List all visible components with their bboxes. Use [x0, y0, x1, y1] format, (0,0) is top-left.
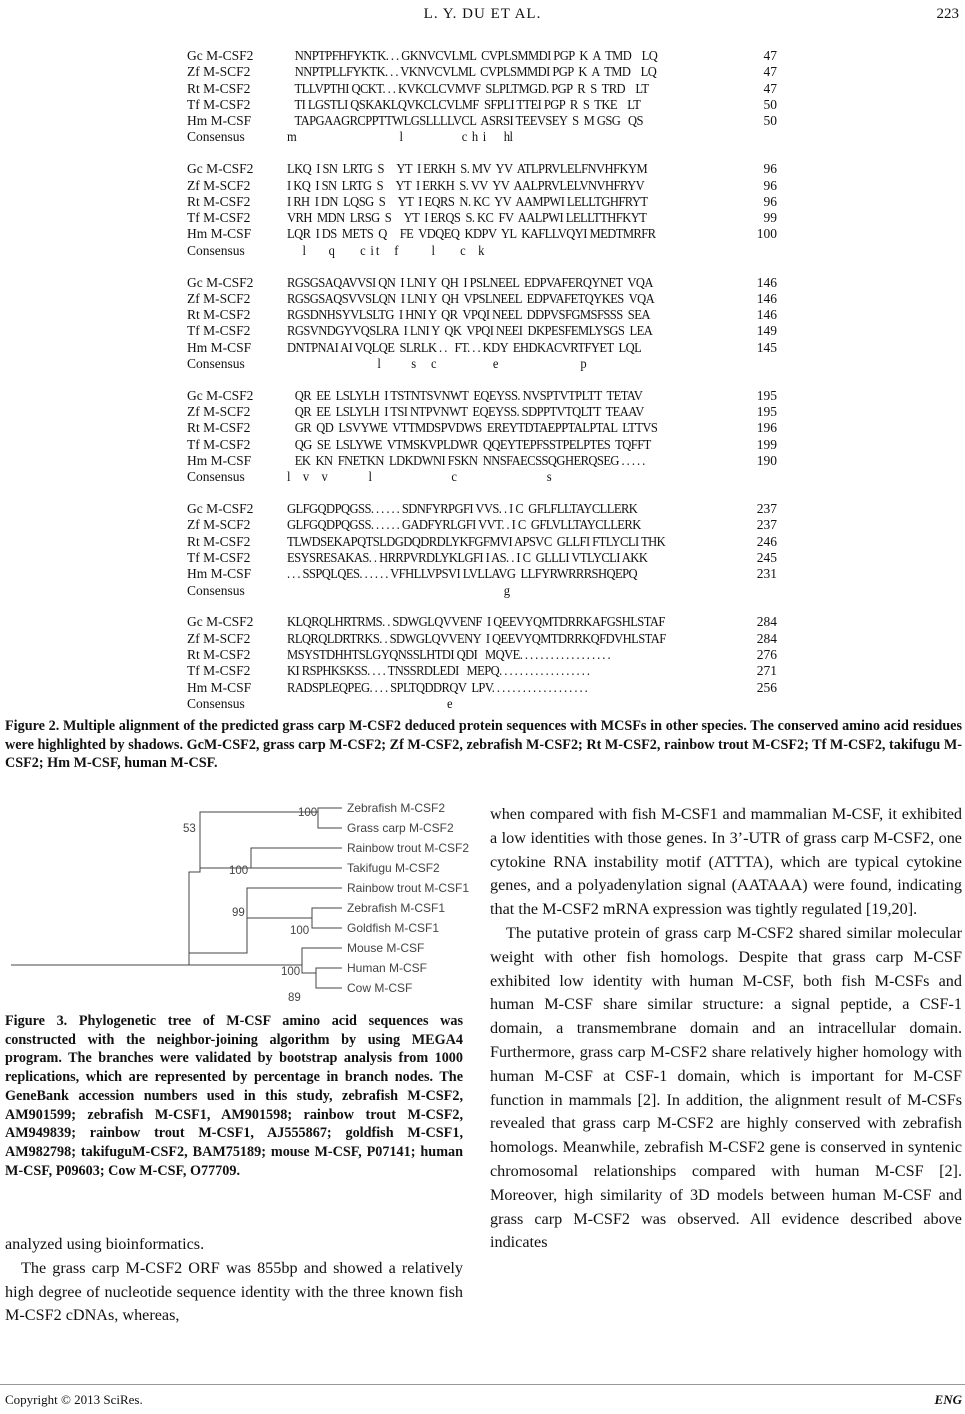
alignment-row [187, 356, 787, 372]
bootstrap-label: 99 [232, 907, 245, 919]
paragraph: when compared with fish M-CSF1 and mammalian M-CSF, it exhibited a low identities with those genes. In 3’-UTR of grass carp M-CSF2, one cytokine RNA instability motif (ATTTA), which are typical cytokine genes, and a polyadenylation signal (AATAAA) were found, indicating that the M-CSF2 mRNA expression was tightly regulated [19,20]. [490, 805, 962, 919]
copyright: Copyright © 2013 SciRes. [5, 1392, 143, 1407]
species-name: Zf M-SCF2 [187, 404, 251, 420]
species-name: Consensus [187, 242, 245, 258]
residue-count [747, 243, 777, 259]
alignment-row [187, 388, 787, 404]
sequence: KLQRQLHRTRMS. . SDWGLQVVENF I QEEVYQMTDRRKAFGSHLSTAF [287, 614, 665, 630]
alignment-block [187, 388, 787, 486]
sequence: RLQRQLDRTRKS. . SDWGLQVVENY I QEEVYQMTDRRKQFDVHLSTAF [287, 630, 666, 646]
footer-divider [0, 1384, 965, 1385]
sequence: VRH MDN LRSG S YT I ERQS S. KC FV AALPWI LELLTTHFKYT [287, 210, 647, 226]
species-name: Hm M-CSF [187, 453, 252, 469]
species-name: Tf M-CSF2 [187, 96, 251, 112]
residue-count: 96 [763, 161, 777, 177]
tree-leaf-label: Human M-CSF [347, 961, 428, 975]
residue-count: 99 [763, 210, 777, 226]
page-number: 223 [936, 6, 959, 22]
alignment-row [187, 97, 787, 113]
sequence: RGSGSAQAVVSI QN I LNI Y QH I PSLNEEL EDPVAFERQYNET VQA [287, 274, 653, 290]
species-name: Consensus [187, 129, 245, 145]
tree-leaf-label: Grass carp M-CSF2 [347, 821, 454, 835]
alignment-row [187, 517, 787, 533]
residue-count: 284 [756, 630, 777, 646]
species-name: Hm M-CSF [187, 566, 252, 582]
residue-count: 237 [756, 501, 777, 517]
tree-leaf-label: Zebrafish M-CSF2 [347, 801, 446, 815]
alignment-block [187, 501, 787, 599]
tree-branches [11, 808, 342, 988]
alignment-row [187, 663, 787, 679]
figure-3-caption: Figure 3. Phylogenetic tree of M-CSF amino acid sequences was constructed with the neighbor-joining algorithm by using MEGA4 program. The branches were validated by bootstrap analysis from 1000 replications, which are represented by percentage in branch nodes. The GeneBank accession numbers used in this study, zebrafish M-CSF2, AM901599; zebrafish M-CSF1, AM901598; rainbow trout M-CSF2, AM949839; rainbow trout M-CSF1, AJ555867; goldfish M-CSF1, AM982798; takifuguM-CSF2, BAM75189; mouse M-CSF, P07141; human M-CSF, P09603; Cow M-CSF, O77709. [5, 1013, 463, 1179]
species-name: Zf M-SCF2 [187, 290, 251, 306]
alignment-row [187, 194, 787, 210]
footer [5, 1392, 962, 1408]
species-name: Hm M-CSF [187, 226, 252, 242]
residue-count: 231 [756, 566, 777, 582]
species-name: Gc M-CSF2 [187, 274, 254, 290]
paragraph: The grass carp M-CSF2 ORF was 855bp and showed a relatively high degree of nucleotide sequence identity with the three known fish M-CSF2 cDNAs, whereas, [5, 1258, 463, 1325]
sequence: l s c e p [287, 356, 587, 372]
sequence: m l c h i hl [287, 129, 513, 145]
tree-leaf-label: Rainbow trout M-CSF1 [347, 881, 470, 895]
alignment-row [187, 566, 787, 582]
alignment-row [187, 437, 787, 453]
left-column-text [5, 1233, 463, 1328]
alignment-row [187, 469, 787, 485]
residue-count: 284 [756, 614, 777, 630]
residue-count: 146 [756, 307, 777, 323]
sequence: RGSDNHSYVLSLTG I HNI Y QR VPQI NEEL DDPVSFGMSFSSS SEA [287, 307, 650, 323]
sequence: DNTPNAI AI VQLQE SLRLK . . FT. . . KDY EHDKACVRTFYET LQL [287, 339, 642, 355]
species-name: Rt M-CSF2 [187, 533, 251, 549]
alignment-row [187, 631, 787, 647]
sequence: GLFGQDPQGSS. . . . . . SDNFYRPGFI VVS. . I C GFLFLLTAYCLLERK [287, 501, 638, 517]
residue-count: 146 [756, 290, 777, 306]
species-name: Hm M-CSF [187, 679, 252, 695]
sequence: QR EE LSLYLH I TSTNTSVNWT EQEYSS. NVSPTVTPLTT TETAV [287, 387, 643, 403]
alignment-row [187, 307, 787, 323]
alignment-row [187, 161, 787, 177]
species-name: Rt M-CSF2 [187, 420, 251, 436]
species-name: Tf M-CSF2 [187, 663, 251, 679]
species-name: Gc M-CSF2 [187, 387, 254, 403]
bootstrap-label: 100 [298, 807, 318, 819]
species-name: Gc M-CSF2 [187, 501, 254, 517]
sequence: QG SE LSLYWE VTMSKVPLDWR QQEYTEPFSSTPELPTES TQFFT [287, 436, 651, 452]
residue-count: 149 [756, 323, 777, 339]
alignment-row [187, 48, 787, 64]
alignment-row [187, 680, 787, 696]
species-name: Hm M-CSF [187, 339, 252, 355]
sequence: . . . SSPQLQES. . . . . . VFHLLVPSVI LVLLAVG LLFYRWRRRSHQEPQ [287, 566, 638, 582]
residue-count [747, 583, 777, 599]
alignment-row [187, 550, 787, 566]
residue-count: 199 [756, 436, 777, 452]
residue-count: 245 [756, 550, 777, 566]
species-name: Gc M-CSF2 [187, 161, 254, 177]
residue-count: 50 [763, 113, 777, 129]
alignment-row [187, 275, 787, 291]
journal-abbrev: ENG [934, 1392, 962, 1407]
phylogenetic-tree [0, 798, 480, 1003]
alignment-row [187, 178, 787, 194]
tree-leaf-label: Takifugu M-CSF2 [347, 861, 440, 875]
residue-count: 96 [763, 193, 777, 209]
alignment-row [187, 583, 787, 599]
alignment-block [187, 614, 787, 712]
sequence: NNPTPLLFYKTK. . . VKNVCVLML CVPLSMMDI PGP K A TMD LQ [287, 64, 657, 80]
species-name: Zf M-SCF2 [187, 64, 251, 80]
bootstrap-label: 53 [183, 823, 196, 835]
alignment-row [187, 64, 787, 80]
tree-leaf-label: Rainbow trout M-CSF2 [347, 841, 470, 855]
species-name: Rt M-CSF2 [187, 193, 251, 209]
sequence: GLFGQDPQGSS. . . . . . GADFYRLGFI VVT. . I C GFLVLLTAYCLLERK [287, 517, 641, 533]
sequence: RGSGSAQSVVSLQN I LNI Y QH VPSLNEEL EDPVAFETQYKES VQA [287, 290, 655, 306]
tree-leaf-label: Zebrafish M-CSF1 [347, 901, 446, 915]
sequence: TI LGSTLI QSKAKLQVKCLCVLMF SFPLI TTEI PGP R S TKE LT [287, 96, 641, 112]
residue-count: 237 [756, 517, 777, 533]
species-name: Rt M-CSF2 [187, 80, 251, 96]
alignment-block [187, 275, 787, 373]
residue-count: 47 [763, 80, 777, 96]
tree-leaf-label: Goldfish M-CSF1 [347, 921, 440, 935]
species-name: Tf M-CSF2 [187, 210, 251, 226]
residue-count: 50 [763, 96, 777, 112]
residue-count: 96 [763, 177, 777, 193]
species-name: Zf M-SCF2 [187, 630, 251, 646]
bootstrap-label: 100 [290, 925, 310, 937]
sequence: I KQ I SN LRTG S YT I ERKH S. VV YV AALPRVLELVNVHFRYV [287, 177, 645, 193]
alignment-row [187, 534, 787, 550]
residue-count: 195 [756, 387, 777, 403]
species-name: Tf M-CSF2 [187, 550, 251, 566]
species-name: Tf M-CSF2 [187, 323, 251, 339]
alignment-row [187, 647, 787, 663]
sequence: QR EE LSLYLH I TSI NTPVNWT EQEYSS. SDPPTVTQLTT TEAAV [287, 404, 644, 420]
sequence: KI RSPHKSKSS. . . . TNSSRDLEDI MEPQ. . . . . . . . . . . . . . . . . . [287, 663, 590, 679]
tree-leaf-label: Cow M-CSF [347, 981, 413, 995]
sequence: ESYSRESAKAS. . HRRPVRDLYKLGFI I AS. . I C GLLLI VTLYCLI AKK [287, 550, 648, 566]
residue-count [747, 469, 777, 485]
alignment-row [187, 340, 787, 356]
residue-count [747, 129, 777, 145]
sequence: RGSVNDGYVQSLRA I LNI Y QK VPQI NEEI DKPESFEMLYSGS LEA [287, 323, 653, 339]
residue-count: 47 [763, 48, 777, 63]
sequence: NNPTPFHFYKTK. . . GKNVCVLML CVPLSMMDI PGP K A TMD LQ [287, 48, 658, 63]
alignment-row [187, 113, 787, 129]
bootstrap-label: 89 [288, 992, 301, 1003]
residue-count: 100 [756, 226, 777, 242]
species-name: Consensus [187, 582, 245, 598]
bootstrap-label: 100 [229, 865, 249, 877]
species-name: Rt M-CSF2 [187, 307, 251, 323]
alignment-row [187, 404, 787, 420]
sequence: TLLVPTHI QCKT. . . KVKCLCVMVF SLPLTMGD. PGP R S TRD LT [287, 80, 649, 96]
alignment-row [187, 501, 787, 517]
species-name: Gc M-CSF2 [187, 614, 254, 630]
bootstrap-label: 100 [281, 966, 301, 978]
sequence: I RH I DN LQSG S YT I EQRS N. KC YV AAMPWI LELLTGHFRYT [287, 193, 648, 209]
running-title: L. Y. DU ET AL. [423, 6, 542, 22]
residue-count: 196 [756, 420, 777, 436]
residue-count: 271 [756, 663, 777, 679]
residue-count: 47 [763, 64, 777, 80]
alignment-row [187, 226, 787, 242]
paragraph: The putative protein of grass carp M-CSF2 shared similar molecular weight with other fish homologs. Despite that grass carp M-CSF exhibited low identity with human M-CSF, both fish M-CSFs and human M-CSF share similar structure: a signal peptide, a CSF-1 domain, a transmembrane domain and an intracellular domain. Furthermore, grass carp M-CSF2 share relatively higher homology with human M-CSF at CSF-1 domain, which is important for M-CSF function in mammals [2]. In addition, the alignment result of M-CSFs revealed that grass carp M-CSF2 are highly conserved with zebrafish homologs. Meanwhile, zebrafish M-CSF2 gene is conserved in syntenic chromosomal relationships compared with human M-CSF [2]. Moreover, high similarity of 3D models between human M-CSF and grass carp M-CSF2 was observed. All evidence described above indicates [490, 923, 962, 1252]
alignment-row [187, 420, 787, 436]
right-column-text [490, 803, 962, 1255]
species-name: Hm M-CSF [187, 113, 252, 129]
species-name: Consensus [187, 469, 245, 485]
sequence-alignment [187, 48, 787, 728]
residue-count: 145 [756, 339, 777, 355]
sequence: TAPGAAGRCPPTTWLGSLLLLVCL ASRSI TEEVSEY S M GSG QS [287, 113, 643, 129]
alignment-row [187, 243, 787, 259]
species-name: Consensus [187, 695, 245, 711]
sequence: l v v l c s [287, 469, 552, 485]
species-name: Tf M-CSF2 [187, 436, 251, 452]
alignment-row [187, 210, 787, 226]
residue-count: 276 [756, 647, 777, 662]
alignment-row [187, 323, 787, 339]
sequence: e [287, 695, 453, 711]
sequence: MSYSTDHHTSLGYQNSSLHTDI QDI MQVE. . . . . . . . . . . . . . . . . . [287, 647, 611, 662]
alignment-block [187, 48, 787, 146]
residue-count: 146 [756, 274, 777, 290]
sequence: TLWDSEKAPQTSLDGDQDRDLYKFGFMVI APSVC GLLFI FTLYCLI THK [287, 533, 666, 549]
alignment-block [187, 161, 787, 259]
paragraph: analyzed using bioinformatics. [5, 1235, 205, 1253]
residue-count [747, 696, 777, 712]
sequence: EK KN FNETKN LDKDWNI FSKN NNSFAECSSQGHERQSEG . . . . . [287, 453, 645, 469]
alignment-row [187, 453, 787, 469]
alignment-row [187, 614, 787, 630]
sequence: RADSPLEQPEG. . . . SPLTQDDRQV LPV. . . . . . . . . . . . . . . . . . . [287, 679, 588, 695]
alignment-row [187, 696, 787, 712]
species-name: Gc M-CSF2 [187, 48, 254, 63]
species-name: Zf M-SCF2 [187, 517, 251, 533]
sequence: l q c i t f l c k [287, 242, 484, 258]
species-name: Consensus [187, 356, 245, 372]
alignment-row [187, 81, 787, 97]
residue-count: 190 [756, 453, 777, 469]
sequence: LKQ I SN LRTG S YT I ERKH S. MV YV ATLPRVLELFNVHFKYM [287, 161, 648, 177]
species-name: Zf M-SCF2 [187, 177, 251, 193]
sequence: LQR I DS METS Q FE VDQEQ KDPV YL KAFLLVQYI MEDTMRFR [287, 226, 656, 242]
residue-count: 256 [756, 679, 777, 695]
residue-count [747, 356, 777, 372]
sequence: GR QD LSVYWE VTTMDSPVDWS EREYTDTAEPPTALPTAL LTTVS [287, 420, 658, 436]
alignment-row [187, 129, 787, 145]
tree-leaf-label: Mouse M-CSF [347, 941, 425, 955]
figure-2-caption: Figure 2. Multiple alignment of the predicted grass carp M-CSF2 deduced protein sequences with MCSFs in other species. The conserved amino acid residues were highlighted by shadows. GcM-CSF2, grass carp M-CSF2; Zf M-CSF2, zebrafish M-CSF2; Rt M-CSF2, rainbow trout M-CSF2; Tf M-CSF2, takifugu M-CSF2; Hm M-CSF, human M-CSF. [5, 718, 962, 772]
residue-count: 246 [756, 533, 777, 549]
species-name: Rt M-CSF2 [187, 647, 251, 662]
alignment-row [187, 291, 787, 307]
sequence: g [287, 582, 510, 598]
residue-count: 195 [756, 404, 777, 420]
